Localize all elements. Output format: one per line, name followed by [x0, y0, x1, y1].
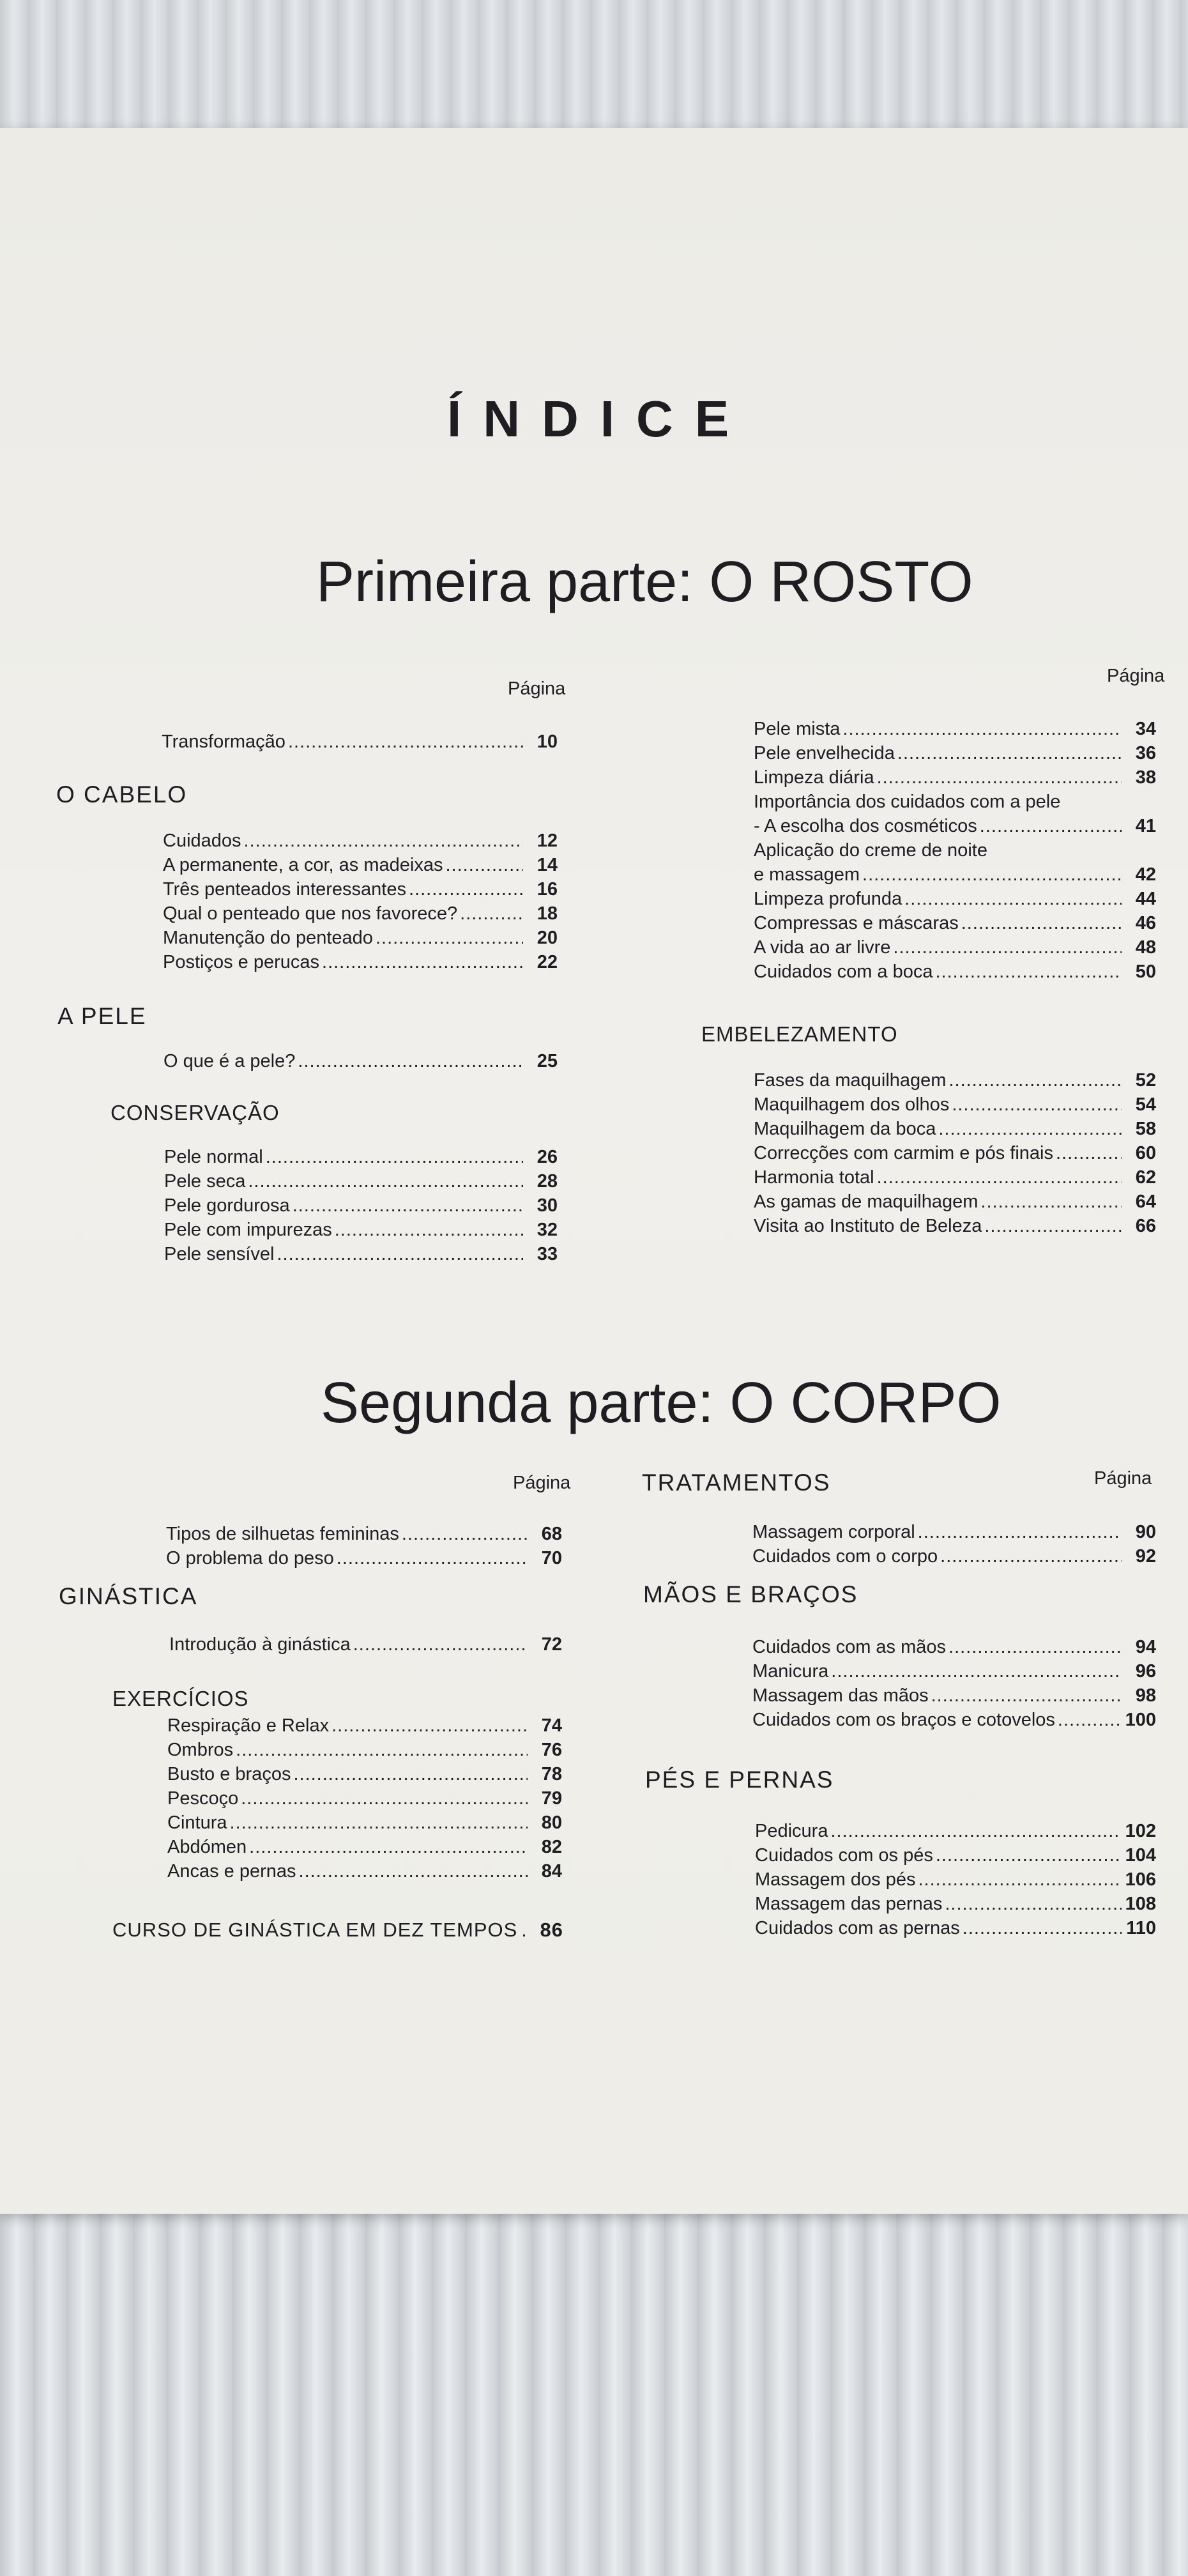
toc-entry[interactable]: Maquilhagem dos olhos ..... 54	[754, 1094, 1156, 1119]
section-ginastica: GINÁSTICA	[59, 1583, 198, 1609]
toc-entry[interactable]: Cuidados com a boca ..... 50	[754, 962, 1156, 986]
cabelo-list	[163, 831, 558, 976]
section-pes-pernas: PÉS E PERNAS	[645, 1767, 834, 1793]
toc-entry[interactable]: Cuidados com os braços e cotovelos ..... 100	[752, 1710, 1156, 1734]
part2-left-pagina: Página	[513, 1473, 571, 1493]
toc-entry[interactable]: Cuidados com as mãos ..... 94	[752, 1637, 1156, 1661]
toc-entry[interactable]: Correcções com carmim e pós finais ..... 60	[754, 1143, 1156, 1167]
toc-entry[interactable]: Tipos de silhuetas femininas ..... 68	[166, 1524, 562, 1548]
toc-entry[interactable]: Pele gordurosa ..... 30	[164, 1195, 558, 1220]
toc-entry[interactable]: Pele sensível ..... 33	[164, 1244, 558, 1268]
toc-entry[interactable]: Massagem das mãos ..... 98	[752, 1685, 1156, 1710]
toc-entry[interactable]: Pescoço ..... 79	[167, 1788, 562, 1813]
subsection-conservacao: CONSERVAÇÃO	[110, 1101, 280, 1124]
toc-entry[interactable]: Manutenção do penteado ..... 20	[163, 928, 558, 952]
subsection-exercicios: EXERCÍCIOS	[112, 1687, 249, 1710]
book-page	[0, 128, 1188, 2214]
toc-entry[interactable]: e massagem ..... 42	[754, 864, 1156, 889]
toc-entry[interactable]: Pedicura ..... 102	[755, 1821, 1156, 1845]
conservacao-list	[164, 1147, 558, 1268]
entry-page: 10	[537, 732, 558, 752]
toc-entry-line: Aplicação do creme de noite	[754, 840, 987, 861]
fabric-background-bottom	[0, 2198, 1188, 2576]
part1-left-pagina: Página	[508, 678, 566, 699]
toc-entry[interactable]: Cuidados com as pernas ..... 110	[755, 1918, 1156, 1942]
toc-entry[interactable]: Maquilhagem da boca ..... 58	[754, 1119, 1156, 1143]
toc-entry[interactable]: Pele mista ..... 34	[754, 719, 1156, 743]
toc-entry-curso-ginastica[interactable]: CURSO DE GINÁSTICA EM DEZ TEMPOS . 86	[112, 1919, 563, 1941]
toc-entry[interactable]: Abdómen ..... 82	[167, 1837, 562, 1861]
toc-entry[interactable]: Pele seca ..... 28	[164, 1171, 558, 1195]
toc-entry[interactable]: Compressas e máscaras ..... 46	[754, 913, 1156, 937]
toc-entry[interactable]: O problema do peso ..... 70	[166, 1548, 562, 1572]
part2-left-intro-list	[166, 1524, 562, 1572]
pes-list	[755, 1821, 1156, 1942]
section-tratamentos: TRATAMENTOS	[642, 1469, 831, 1496]
section-embelezamento: EMBELEZAMENTO	[701, 1022, 898, 1046]
toc-entry[interactable]: A permanente, a cor, as madeixas ..... 14	[163, 855, 558, 879]
toc-entry[interactable]: Massagem dos pés ..... 106	[755, 1869, 1156, 1894]
toc-entry[interactable]: Ombros ..... 76	[167, 1740, 562, 1764]
toc-entry[interactable]: As gamas de maquilhagem ..... 64	[754, 1192, 1156, 1216]
toc-entry-transformacao[interactable]	[162, 732, 558, 756]
toc-entry[interactable]: Busto e braços ..... 78	[167, 1764, 562, 1788]
toc-entry[interactable]: Ancas e pernas ..... 84	[167, 1861, 562, 1885]
toc-entry[interactable]: Visita ao Instituto de Beleza ..... 66	[754, 1216, 1156, 1240]
part2-right-pagina: Página	[1094, 1468, 1152, 1489]
toc-entry[interactable]: Cintura ..... 80	[167, 1813, 562, 1837]
part1-title: Primeira parte: O ROSTO	[316, 550, 973, 614]
toc-entry[interactable]: Qual o penteado que nos favorece? ..... 18	[163, 903, 558, 928]
embelezamento-list	[754, 1070, 1156, 1240]
toc-entry-line: Importância dos cuidados com a pele	[754, 792, 1061, 812]
toc-entry-o-que-e-a-pele[interactable]: O que é a pele? ..... 25	[164, 1051, 558, 1075]
toc-entry[interactable]: Harmonia total ..... 62	[754, 1167, 1156, 1192]
toc-entry[interactable]: Cuidados ..... 12	[163, 831, 558, 855]
toc-entry[interactable]: A vida ao ar livre ..... 48	[754, 937, 1156, 962]
index-title: ÍNDICE	[447, 390, 751, 447]
tratamentos-list	[752, 1522, 1156, 1570]
toc-entry[interactable]: Postiços e perucas ..... 22	[163, 952, 558, 976]
toc-entry[interactable]: Respiração e Relax ..... 74	[167, 1715, 562, 1740]
toc-entry[interactable]: Massagem das pernas ..... 108	[755, 1894, 1156, 1918]
toc-entry[interactable]: Limpeza diária ..... 38	[754, 767, 1156, 792]
toc-entry[interactable]: Pele normal ..... 26	[164, 1147, 558, 1171]
toc-entry[interactable]: Pele envelhecida ..... 36	[754, 743, 1156, 767]
toc-entry[interactable]: Pele com impurezas ..... 32	[164, 1220, 558, 1244]
toc-entry[interactable]: Massagem corporal ..... 90	[752, 1522, 1156, 1546]
entry-label: Transformação	[162, 732, 286, 752]
toc-entry[interactable]: Cuidados com o corpo ..... 92	[752, 1546, 1156, 1570]
section-pele: A PELE	[57, 1003, 147, 1029]
toc-entry[interactable]: Três penteados interessantes ..... 16	[163, 879, 558, 903]
part2-title: Segunda parte: O CORPO	[321, 1371, 1001, 1435]
toc-entry[interactable]: - A escolha dos cosméticos ..... 41	[754, 816, 1156, 840]
section-cabelo: O CABELO	[56, 781, 188, 808]
toc-entry[interactable]: Manicura ..... 96	[752, 1661, 1156, 1685]
part1-right-pagina: Página	[1107, 666, 1165, 686]
exercicios-list	[167, 1715, 562, 1885]
toc-entry-introducao-ginastica[interactable]: Introdução à ginástica ..... 72	[169, 1634, 562, 1659]
part1-right-list-a	[754, 719, 1156, 986]
section-maos-bracos: MÃOS E BRAÇOS	[643, 1581, 858, 1607]
maos-list	[752, 1637, 1156, 1734]
toc-entry[interactable]: Limpeza profunda ..... 44	[754, 889, 1156, 913]
toc-entry[interactable]: Cuidados com os pés ..... 104	[755, 1845, 1156, 1869]
toc-entry[interactable]: Fases da maquilhagem ..... 52	[754, 1070, 1156, 1094]
